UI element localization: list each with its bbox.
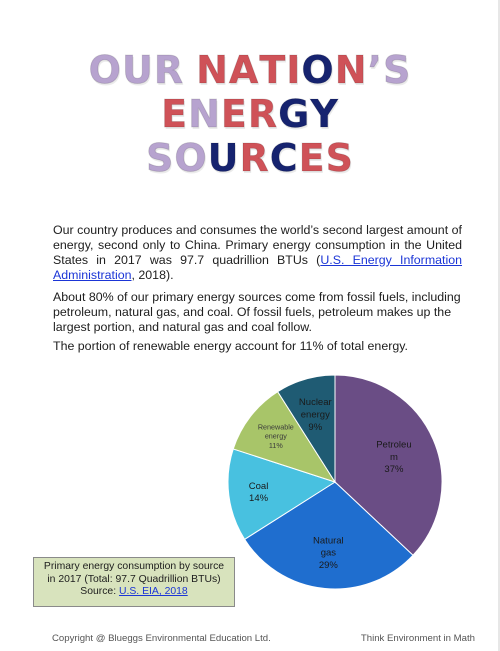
title-letter: N [196,48,229,92]
title-letter: ’ [367,48,383,92]
caption-source [34,586,234,599]
caption-line-2: in 2017 (Total: 97.7 Quadrillion BTUs) [47,573,221,585]
title-letter: O [174,136,208,180]
title-letter: R [247,92,279,136]
title-letter: S [145,136,175,180]
title-letter: S [325,136,355,180]
pie-slice-label: Coal 14% [248,480,269,505]
title-letter: S [382,48,412,92]
title-letter: R [153,48,185,92]
source-label: Source: [80,586,119,598]
title-letter: C [269,136,299,180]
pie-slice-label: Nuclear energy 9% [298,397,332,433]
title-letter: N [334,48,368,92]
copyright-footer: Copyright @ Blueggs Environmental Education Ltd. [52,633,271,644]
title-letter: O [88,48,122,92]
pie-slice-label: Natural gas 29% [313,535,344,571]
title-letter: E [298,136,326,180]
caption-line-1: Primary energy consumption by source [43,561,225,572]
eia-link[interactable]: U.S. Energy Information Administration [53,253,463,282]
renewable-paragraph: The portion of renewable energy account for 11% of total energy. [53,339,408,353]
fossil-fuels-paragraph: About 80% of our primary energy sources come from fossil fuels, including petroleum, natural gas, and coal. Of fossil fuels, petroleum makes up the largest portion, and natural gas and coal follow. [53,290,461,334]
title-letter: A [228,48,260,92]
pie-slice-label: Petroleu m 37% [376,439,412,476]
tagline-footer: Think Environment in Math [360,633,475,644]
title-letter: E [161,92,189,136]
title-letter: Y [310,92,339,136]
title-letter: O [301,48,335,92]
title-letter: G [278,92,311,136]
title-letter: E [220,92,248,136]
title-letter: R [239,136,270,180]
title-letter: I [286,48,302,92]
pie-slice-label: Renewable energy 11% [257,422,294,450]
intro-text-end: , 2018). [131,268,174,282]
title-letter: U [207,136,240,180]
eia-source-link[interactable]: U.S. EIA, 2018 [118,586,188,598]
chart-caption-box [33,557,235,607]
intro-text: Our country produces and consumes the world’s second largest amount of energy, second only to China. Primary energy consumption in the United States in 2017 was 97.7 quadrillion BTUs ( [53,223,462,267]
title-letter: N [188,92,221,136]
title-letter: U [121,48,154,92]
title-letter: T [259,48,287,92]
